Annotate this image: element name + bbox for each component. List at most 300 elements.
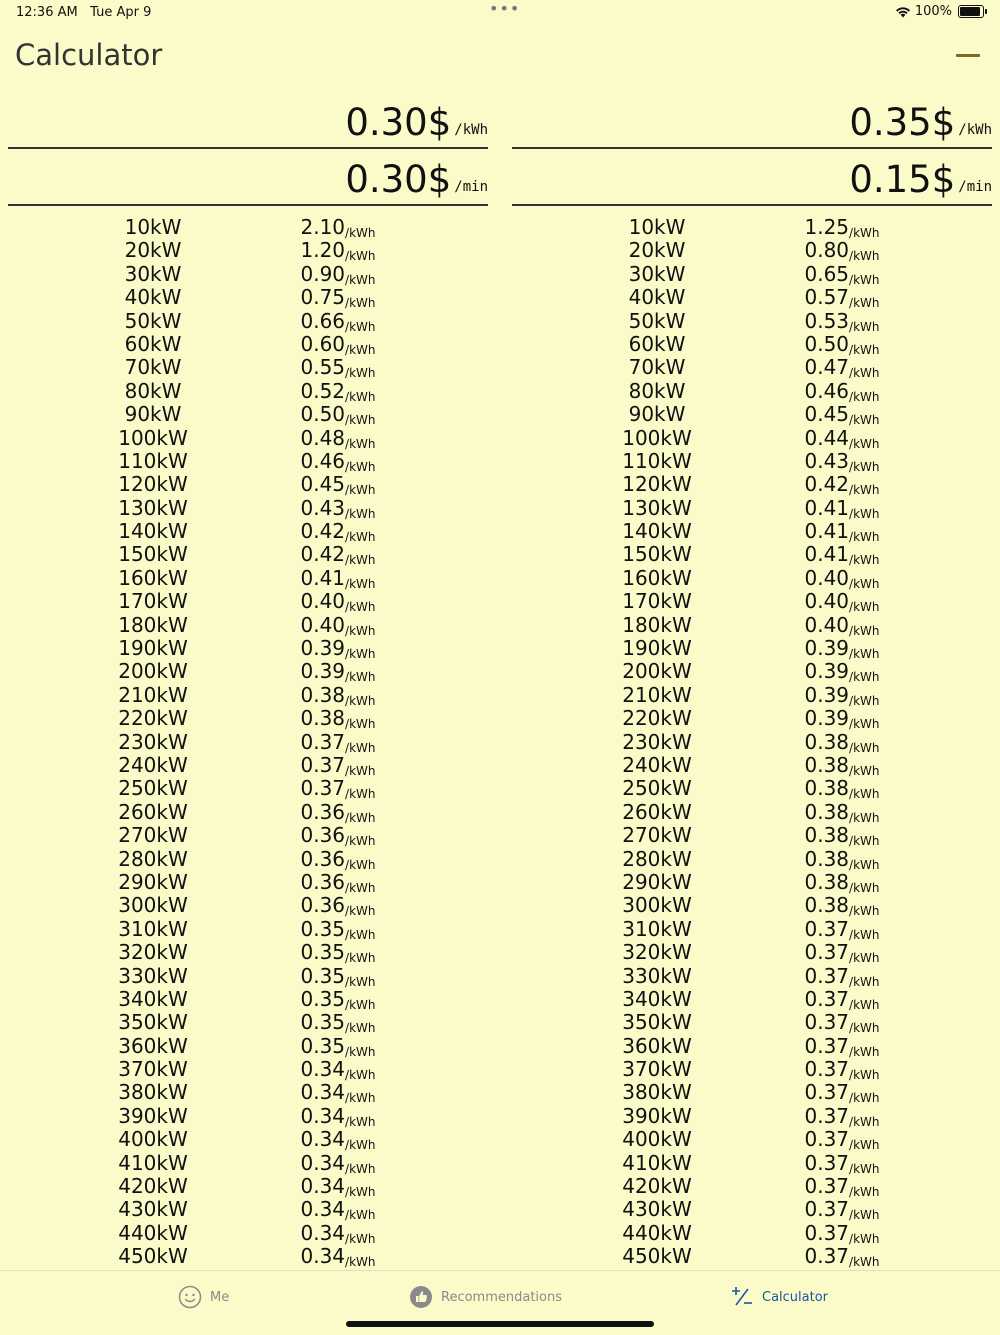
- rate-value: 0.37: [804, 963, 850, 988]
- rate-unit: /kWh: [345, 647, 376, 662]
- rate-unit: /kWh: [345, 319, 376, 334]
- rate-row: [8, 754, 488, 777]
- rate-value: 0.34: [300, 1103, 346, 1128]
- rate-unit: /kWh: [345, 623, 376, 638]
- power-label: 250kW: [118, 776, 188, 801]
- power-label: 40kW: [124, 285, 182, 310]
- rate-value: 0.37: [804, 1127, 850, 1152]
- rate-row: [512, 567, 992, 590]
- rate-unit: /kWh: [849, 506, 880, 521]
- status-bar: [0, 0, 1000, 24]
- power-label: 10kW: [124, 215, 182, 239]
- rate-value: 0.45: [300, 472, 346, 497]
- rate-row: [8, 310, 488, 333]
- power-label: 320kW: [622, 940, 692, 965]
- rate-value: 0.38: [804, 869, 850, 894]
- power-label: 320kW: [118, 940, 188, 965]
- rate-unit: /kWh: [849, 530, 880, 545]
- power-label: 100kW: [118, 425, 188, 450]
- rate-unit: /kWh: [849, 857, 880, 872]
- rate-unit: /kWh: [849, 436, 880, 451]
- power-label: 130kW: [118, 495, 188, 520]
- rate-row: [512, 543, 992, 566]
- rate-unit: /kWh: [849, 342, 880, 357]
- power-label: 290kW: [622, 869, 692, 894]
- rate-value: 0.38: [804, 799, 850, 824]
- rate-unit: /kWh: [345, 1044, 376, 1059]
- rate-value: 0.37: [804, 940, 850, 965]
- right-price-kwh[interactable]: 0.35$: [849, 101, 956, 144]
- rate-value: 0.36: [300, 869, 346, 894]
- power-label: 310kW: [118, 916, 188, 941]
- power-label: 440kW: [118, 1220, 188, 1245]
- rate-row: [512, 473, 992, 496]
- rate-value: 0.37: [804, 1057, 850, 1082]
- rate-row: [8, 988, 488, 1011]
- rate-row: [8, 965, 488, 988]
- rate-row: [8, 684, 488, 707]
- rate-unit: /kWh: [345, 459, 376, 474]
- rate-row: [8, 637, 488, 660]
- rate-row: [512, 333, 992, 356]
- power-label: 450kW: [622, 1244, 692, 1269]
- rate-row: [8, 356, 488, 379]
- plus-minus-icon: [730, 1285, 754, 1309]
- rate-unit: /kWh: [345, 740, 376, 755]
- smiley-icon: [178, 1285, 202, 1309]
- rate-row: [512, 1152, 992, 1175]
- rate-unit: /kWh: [345, 530, 376, 545]
- rate-value: 0.38: [804, 823, 850, 848]
- wifi-icon: [895, 6, 911, 18]
- rate-unit: /kWh: [849, 389, 880, 404]
- rate-value: 0.34: [300, 1197, 346, 1222]
- rate-value: 0.34: [300, 1174, 346, 1199]
- minus-icon[interactable]: [956, 54, 980, 57]
- rate-value: 0.65: [804, 261, 850, 286]
- rate-row: [8, 1035, 488, 1058]
- status-time: 12:36 AM Tue Apr 9: [16, 5, 152, 20]
- power-label: 100kW: [622, 425, 692, 450]
- rate-row: [8, 1011, 488, 1034]
- rate-unit: /kWh: [345, 1208, 376, 1223]
- rate-value: 0.37: [804, 916, 850, 941]
- rate-row: [512, 918, 992, 941]
- tab-me[interactable]: [178, 1285, 229, 1309]
- power-label: 420kW: [622, 1174, 692, 1199]
- power-label: 400kW: [118, 1127, 188, 1152]
- rate-value: 0.37: [300, 729, 346, 754]
- rate-unit: /kWh: [345, 1185, 376, 1200]
- rate-value: 0.43: [804, 448, 850, 473]
- rate-row: [512, 637, 992, 660]
- rate-unit: /kWh: [345, 1231, 376, 1246]
- rate-value: 0.39: [300, 636, 346, 661]
- rate-unit: /kWh: [345, 927, 376, 942]
- rate-value: 0.42: [300, 519, 346, 544]
- rate-unit: /kWh: [849, 647, 880, 662]
- rate-row: [512, 520, 992, 543]
- rate-row: [8, 1128, 488, 1151]
- power-label: 330kW: [118, 963, 188, 988]
- rate-row: [8, 239, 488, 262]
- power-label: 120kW: [118, 472, 188, 497]
- home-indicator: [346, 1321, 654, 1327]
- power-label: 70kW: [628, 355, 686, 380]
- power-label: 30kW: [124, 261, 182, 286]
- rate-row: [8, 333, 488, 356]
- status-right: [895, 4, 984, 19]
- power-label: 410kW: [118, 1150, 188, 1175]
- power-label: 20kW: [628, 238, 686, 263]
- rate-unit: /kWh: [345, 483, 376, 498]
- rate-unit: /kWh: [345, 272, 376, 287]
- power-label: 180kW: [118, 612, 188, 637]
- rate-row: [8, 941, 488, 964]
- rate-value: 0.37: [300, 776, 346, 801]
- rate-unit: /kWh: [345, 834, 376, 849]
- power-label: 170kW: [622, 589, 692, 614]
- power-label: 390kW: [118, 1103, 188, 1128]
- power-label: 240kW: [622, 752, 692, 777]
- rate-row: [8, 1175, 488, 1198]
- left-price-kwh[interactable]: 0.30$: [345, 101, 452, 144]
- power-label: 260kW: [622, 799, 692, 824]
- rate-unit: /kWh: [849, 1231, 880, 1246]
- rate-row: [8, 590, 488, 613]
- rate-value: 0.42: [300, 542, 346, 567]
- rate-value: 0.39: [804, 682, 850, 707]
- rate-row: [512, 450, 992, 473]
- rate-value: 0.34: [300, 1244, 346, 1269]
- power-label: 200kW: [118, 659, 188, 684]
- rate-row: [512, 731, 992, 754]
- rate-value: 0.55: [300, 355, 346, 380]
- right-calculator: [512, 92, 992, 1269]
- power-label: 300kW: [118, 893, 188, 918]
- rate-row: [8, 824, 488, 847]
- rate-row: [8, 848, 488, 871]
- right-unit-kwh: /kWh: [958, 122, 992, 138]
- rate-row: [8, 543, 488, 566]
- rate-unit: /kWh: [345, 951, 376, 966]
- rate-value: 0.43: [300, 495, 346, 520]
- rate-value: 0.36: [300, 823, 346, 848]
- rate-row: [512, 263, 992, 286]
- page-title: Calculator: [15, 38, 163, 72]
- rate-unit: /kWh: [849, 553, 880, 568]
- rate-value: 0.36: [300, 893, 346, 918]
- rate-row: [8, 427, 488, 450]
- rate-unit: /kWh: [849, 974, 880, 989]
- rate-value: 0.35: [300, 963, 346, 988]
- rate-value: 0.40: [804, 565, 850, 590]
- rate-unit: /kWh: [849, 1185, 880, 1200]
- rate-value: 0.53: [804, 308, 850, 333]
- rate-value: 0.46: [300, 448, 346, 473]
- power-label: 340kW: [622, 986, 692, 1011]
- rate-row: [512, 848, 992, 871]
- rate-row: [512, 1128, 992, 1151]
- rate-value: 0.36: [300, 846, 346, 871]
- rate-row: [8, 660, 488, 683]
- rate-unit: /kWh: [345, 810, 376, 825]
- rate-row: [512, 380, 992, 403]
- rate-value: 0.37: [804, 1174, 850, 1199]
- rate-value: 0.36: [300, 799, 346, 824]
- rate-row: [512, 1245, 992, 1268]
- rate-row: [512, 497, 992, 520]
- rate-value: 0.40: [804, 589, 850, 614]
- rate-unit: /kWh: [849, 366, 880, 381]
- left-price-min-row[interactable]: [8, 149, 488, 206]
- left-price-min[interactable]: 0.30$: [345, 158, 452, 201]
- rate-row: [512, 356, 992, 379]
- rate-unit: /kWh: [345, 342, 376, 357]
- rate-value: 0.50: [804, 331, 850, 356]
- rate-value: 0.41: [804, 542, 850, 567]
- rate-value: 0.34: [300, 1057, 346, 1082]
- rate-unit: /kWh: [849, 951, 880, 966]
- right-price-kwh-row[interactable]: [512, 92, 992, 149]
- rate-unit: /kWh: [345, 857, 376, 872]
- rate-value: 0.35: [300, 940, 346, 965]
- rate-row: [8, 1245, 488, 1268]
- rate-unit: /kWh: [345, 997, 376, 1012]
- rate-row: [8, 918, 488, 941]
- rate-unit: /kWh: [849, 927, 880, 942]
- power-label: 190kW: [622, 636, 692, 661]
- rate-row: [512, 1175, 992, 1198]
- rate-unit: /kWh: [849, 1161, 880, 1176]
- right-price-min[interactable]: 0.15$: [849, 158, 956, 201]
- power-label: 80kW: [628, 378, 686, 403]
- rate-row: [512, 1011, 992, 1034]
- power-label: 350kW: [118, 1010, 188, 1035]
- left-price-kwh-row[interactable]: [8, 92, 488, 149]
- rate-value: 0.38: [804, 776, 850, 801]
- tab-calculator-label: Calculator: [762, 1289, 829, 1305]
- rate-unit: /kWh: [345, 880, 376, 895]
- rate-row: [8, 380, 488, 403]
- rate-unit: /kWh: [849, 483, 880, 498]
- rate-row: [512, 614, 992, 637]
- power-label: 330kW: [622, 963, 692, 988]
- rate-row: [512, 941, 992, 964]
- power-label: 340kW: [118, 986, 188, 1011]
- rate-unit: /kWh: [849, 880, 880, 895]
- power-label: 290kW: [118, 869, 188, 894]
- power-label: 90kW: [628, 402, 686, 427]
- power-label: 120kW: [622, 472, 692, 497]
- rate-unit: /kWh: [345, 1255, 376, 1270]
- thumbs-up-icon: [409, 1285, 433, 1309]
- rate-row: [8, 1152, 488, 1175]
- power-label: 60kW: [628, 331, 686, 356]
- tab-calculator[interactable]: [730, 1285, 828, 1309]
- rate-unit: /kWh: [849, 717, 880, 732]
- rate-value: 0.38: [804, 846, 850, 871]
- rate-value: 0.50: [300, 402, 346, 427]
- rate-unit: /kWh: [345, 553, 376, 568]
- power-label: 150kW: [622, 542, 692, 567]
- tab-recommendations-label: Recommendations: [441, 1289, 563, 1305]
- rate-row: [8, 263, 488, 286]
- power-label: 220kW: [622, 706, 692, 731]
- rate-row: [512, 310, 992, 333]
- rate-unit: /kWh: [849, 413, 880, 428]
- power-label: 40kW: [628, 285, 686, 310]
- tab-recommendations[interactable]: [409, 1285, 562, 1309]
- rate-value: 0.52: [300, 378, 346, 403]
- rate-row: [512, 1081, 992, 1104]
- rate-value: 0.34: [300, 1127, 346, 1152]
- rate-unit: /kWh: [345, 1138, 376, 1153]
- rate-unit: /kWh: [345, 1091, 376, 1106]
- power-label: 160kW: [118, 565, 188, 590]
- rate-value: 0.38: [804, 729, 850, 754]
- power-label: 70kW: [124, 355, 182, 380]
- rate-unit: /kWh: [345, 226, 376, 240]
- left-unit-kwh: /kWh: [454, 122, 488, 138]
- rate-row: [8, 497, 488, 520]
- rate-value: 0.37: [804, 1033, 850, 1058]
- rate-unit: /kWh: [345, 693, 376, 708]
- power-label: 230kW: [118, 729, 188, 754]
- rate-value: 0.38: [804, 893, 850, 918]
- rate-row: [8, 1058, 488, 1081]
- rate-row: [512, 1222, 992, 1245]
- power-label: 220kW: [118, 706, 188, 731]
- rate-unit: /kWh: [345, 717, 376, 732]
- rate-value: 0.57: [804, 285, 850, 310]
- rate-unit: /kWh: [849, 623, 880, 638]
- right-rate-list[interactable]: [512, 216, 992, 1269]
- power-label: 240kW: [118, 752, 188, 777]
- power-label: 140kW: [118, 519, 188, 544]
- rate-row: [512, 894, 992, 917]
- power-label: 10kW: [628, 215, 686, 239]
- rate-row: [512, 824, 992, 847]
- power-label: 300kW: [622, 893, 692, 918]
- rate-unit: /kWh: [345, 600, 376, 615]
- rate-row: [512, 801, 992, 824]
- rate-value: 0.39: [804, 706, 850, 731]
- rate-unit: /kWh: [849, 740, 880, 755]
- rate-value: 0.35: [300, 1010, 346, 1035]
- left-calculator: [8, 92, 488, 1269]
- power-label: 250kW: [622, 776, 692, 801]
- rate-unit: /kWh: [849, 904, 880, 919]
- rate-row: [8, 450, 488, 473]
- rate-value: 0.48: [300, 425, 346, 450]
- rate-row: [512, 1105, 992, 1128]
- power-label: 190kW: [118, 636, 188, 661]
- rate-row: [8, 801, 488, 824]
- rate-row: [512, 965, 992, 988]
- rate-value: 0.42: [804, 472, 850, 497]
- power-label: 310kW: [622, 916, 692, 941]
- rate-row: [512, 660, 992, 683]
- power-label: 260kW: [118, 799, 188, 824]
- power-label: 440kW: [622, 1220, 692, 1245]
- left-rate-list[interactable]: [8, 216, 488, 1269]
- rate-row: [8, 1105, 488, 1128]
- rate-value: 0.37: [804, 1244, 850, 1269]
- rate-unit: /kWh: [849, 1138, 880, 1153]
- rate-value: 0.90: [300, 261, 346, 286]
- rate-row: [8, 520, 488, 543]
- rate-value: 0.80: [804, 238, 850, 263]
- rate-unit: /kWh: [849, 576, 880, 591]
- power-label: 280kW: [622, 846, 692, 871]
- battery-fill: [960, 7, 980, 16]
- rate-value: 0.40: [300, 612, 346, 637]
- rate-row: [8, 1081, 488, 1104]
- multitasking-dots-icon[interactable]: •••: [489, 0, 521, 18]
- rate-unit: /kWh: [849, 1021, 880, 1036]
- rate-value: 0.75: [300, 285, 346, 310]
- rate-row: [8, 403, 488, 426]
- rate-value: 0.34: [300, 1150, 346, 1175]
- rate-unit: /kWh: [345, 366, 376, 381]
- right-price-min-row[interactable]: [512, 149, 992, 206]
- rate-unit: /kWh: [345, 576, 376, 591]
- power-label: 210kW: [118, 682, 188, 707]
- rate-row: [512, 988, 992, 1011]
- rate-value: 0.41: [300, 565, 346, 590]
- rate-row: [8, 1222, 488, 1245]
- power-label: 270kW: [622, 823, 692, 848]
- power-label: 130kW: [622, 495, 692, 520]
- rate-unit: /kWh: [849, 693, 880, 708]
- tab-me-label: Me: [210, 1289, 230, 1305]
- power-label: 400kW: [622, 1127, 692, 1152]
- rate-row: [512, 707, 992, 730]
- power-label: 370kW: [622, 1057, 692, 1082]
- right-unit-min: /min: [958, 179, 992, 195]
- rate-value: 0.39: [804, 659, 850, 684]
- rate-unit: /kWh: [345, 389, 376, 404]
- rate-row: [512, 427, 992, 450]
- power-label: 30kW: [628, 261, 686, 286]
- power-label: 110kW: [118, 448, 188, 473]
- rate-row: [8, 614, 488, 637]
- rate-row: [512, 1058, 992, 1081]
- rate-unit: /kWh: [849, 1091, 880, 1106]
- rate-unit: /kWh: [849, 1255, 880, 1270]
- rate-value: 0.37: [804, 1220, 850, 1245]
- rate-value: 1.20: [300, 238, 346, 263]
- rate-value: 0.37: [804, 1010, 850, 1035]
- rate-row: [512, 216, 992, 239]
- power-label: 360kW: [622, 1033, 692, 1058]
- power-label: 390kW: [622, 1103, 692, 1128]
- rate-unit: /kWh: [849, 763, 880, 778]
- power-label: 420kW: [118, 1174, 188, 1199]
- power-label: 450kW: [118, 1244, 188, 1269]
- left-unit-min: /min: [454, 179, 488, 195]
- rate-row: [8, 567, 488, 590]
- power-label: 200kW: [622, 659, 692, 684]
- rate-row: [8, 1198, 488, 1221]
- rate-unit: /kWh: [345, 413, 376, 428]
- power-label: 350kW: [622, 1010, 692, 1035]
- rate-unit: /kWh: [849, 296, 880, 311]
- rate-value: 0.40: [300, 589, 346, 614]
- rate-value: 0.40: [804, 612, 850, 637]
- rate-unit: /kWh: [345, 249, 376, 264]
